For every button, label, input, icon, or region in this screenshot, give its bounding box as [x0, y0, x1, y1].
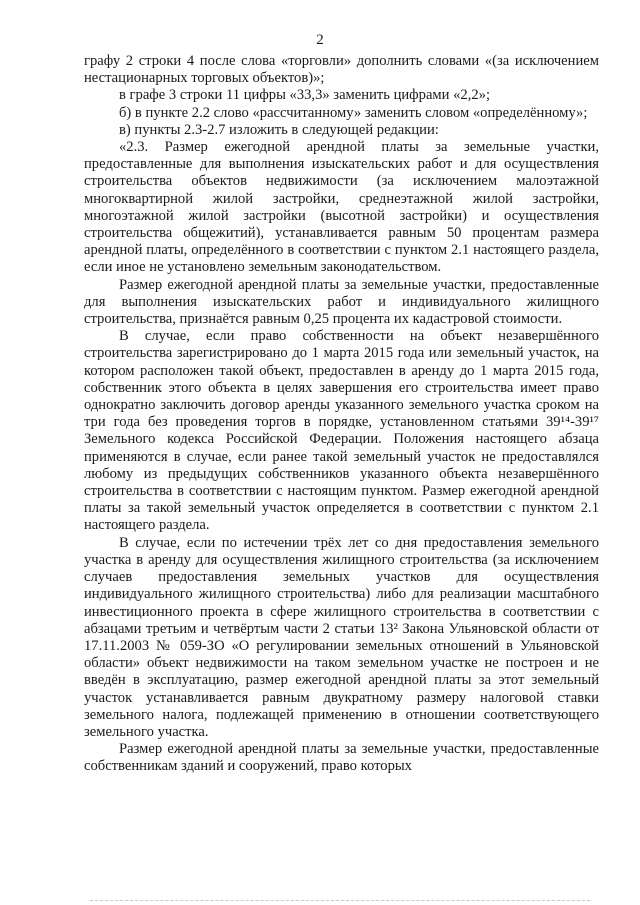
paragraph-9: Размер ежегодной арендной платы за земельные участки, предоставленные собственникам зданий и сооружений, право которых	[84, 741, 599, 775]
paragraph-2: в графе 3 строки 11 цифры «33,3» заменить цифрами «2,2»;	[119, 87, 491, 104]
paragraph-3: б) в пункте 2.2 слово «рассчитанному» заменить словом «определённому»;	[119, 104, 588, 121]
paragraph-7: В случае, если право собственности на объект незавершённого строительства зарегистрировано до 1 марта 2015 года или земельный участок, на котором расположен такой объект, предоставлен в аренду до 1 марта 2015 года, собственник этого объекта в целях завершения его строительства имеет право однократно заключить договор аренды указанного земельного участка сроком на три года без проведения торгов в порядке, установленном статьями 39¹⁴-39¹⁷ Земельного кодекса Российской Федерации. Положения настоящего абзаца применяются в случае, если ранее такой земельный участок не предоставлялся любому из предыдущих собственников указанного объекта незавершённого строительства в соответствии с настоящим пунктом. Размер ежегодной арендной платы за такой земельный участок определяется в соответствии с пунктом 2.1 настоящего раздела.	[84, 328, 599, 534]
paragraph-4: в) пункты 2.3-2.7 изложить в следующей редакции:	[119, 121, 439, 138]
document-body	[84, 53, 599, 776]
paragraph-6: Размер ежегодной арендной платы за земельные участки, предоставленные для выполнения изыскательских работ и индивидуального жилищного строительства, признаётся равным 0,25 процента их кадастровой стоимости.	[84, 276, 599, 328]
paragraph-5: «2.3. Размер ежегодной арендной платы за земельные участки, предоставленные для выполнения изыскательских работ и для осуществления строительства объектов недвижимости (за исключением малоэтажной многоквартирной жилой застройки, среднеэтажной жилой застройки, многоэтажной жилой застройки (высотной застройки) и осуществления строительства общежитий), устанавливается равным 50 процентам размера арендной платы, определённого в соответствии с пунктом 2.1 настоящего раздела, если иное не установлено земельным законодательством.	[84, 139, 599, 276]
scan-edge-divider	[90, 898, 590, 901]
paragraph-1: графу 2 строки 4 после слова «торговли» дополнить словами «(за исключением нестационарных торговых объектов)»;	[84, 53, 599, 87]
page-number: 2	[316, 32, 324, 48]
paragraph-8: В случае, если по истечении трёх лет со дня предоставления земельного участка в аренду для осуществления жилищного строительства (за исключением случаев предоставления земельных участков для осуществления индивидуального жилищного строительства) либо для реализации масштабного инвестиционного проекта в сфере жилищного строительства в соответствии с абзацами третьим и четвёртым части 2 статьи 13² Закона Ульяновской области от 17.11.2003 № 059-ЗО «О регулировании земельных отношений в Ульяновской области» объект недвижимости на таком земельном участке не построен и не введён в эксплуатацию, размер ежегодной арендной платы за этот земельный участок устанавливается равным двукратному размеру налоговой ставки земельного налога, подлежащей применению в отношении соответствующего земельного участка.	[84, 534, 599, 740]
